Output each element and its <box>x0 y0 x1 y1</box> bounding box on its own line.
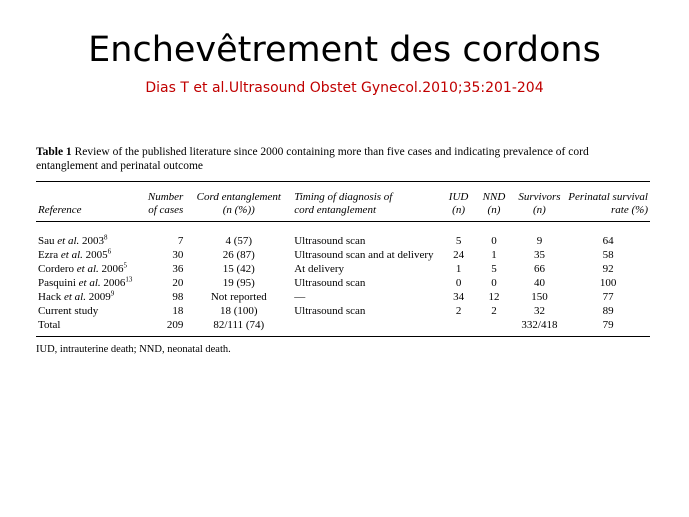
cell-reference: Current study <box>38 305 99 317</box>
cell-cases: 7 <box>177 235 184 247</box>
cell-entanglement: 15 (42) <box>222 263 255 275</box>
cell-iud: 1 <box>455 263 462 275</box>
cell-entanglement: 26 (87) <box>222 249 255 261</box>
cell-rate: 89 <box>602 305 614 317</box>
table-footnote: IUD, intrauterine death; NND, neonatal death. <box>36 344 231 355</box>
table-row <box>36 222 650 249</box>
cell-nnd: 0 <box>491 277 497 289</box>
cell-nnd: 0 <box>491 235 497 247</box>
header-iud: IUD (n) <box>442 182 475 222</box>
cell-entanglement: 4 (57) <box>225 235 253 247</box>
table-row <box>36 290 650 304</box>
cell-survivors: 40 <box>533 277 545 289</box>
cell-cases: 18 <box>172 305 184 317</box>
cell-cases: 36 <box>172 263 184 275</box>
cell-cases: 20 <box>172 277 184 289</box>
cell-reference: Total <box>38 319 61 331</box>
header-number-of-cases: Number of cases <box>142 182 186 222</box>
header-reference: Reference <box>36 182 142 222</box>
cell-survivors: 9 <box>536 235 543 247</box>
cell-reference: Ezra et al. 2005$^6$ <box>38 247 112 261</box>
cell-timing: At delivery <box>294 263 345 275</box>
table-row <box>36 248 650 262</box>
cell-iud: 24 <box>453 249 465 261</box>
cell-timing: Ultrasound scan and at delivery <box>294 249 434 261</box>
cell-nnd <box>475 318 512 337</box>
cell-rate: 100 <box>599 277 617 289</box>
cell-survivors: 66 <box>533 263 545 275</box>
cell-survivors: 35 <box>533 249 545 261</box>
table-row <box>36 262 650 276</box>
slide-title: Enchevêtrement des cordons <box>88 30 601 70</box>
cell-iud: 34 <box>453 291 465 303</box>
cell-entanglement: 19 (95) <box>222 277 255 289</box>
cell-timing: Ultrasound scan <box>294 305 366 317</box>
cell-rate: 79 <box>602 319 614 331</box>
table-row <box>36 304 650 318</box>
table-row-total <box>36 318 650 337</box>
cell-rate: 77 <box>602 291 614 303</box>
cell-entanglement: Not reported <box>210 291 267 303</box>
slide-subtitle: Dias T et al.Ultrasound Obstet Gynecol.2010;35:201-204 <box>145 80 544 96</box>
cell-timing: — <box>294 291 306 303</box>
cell-nnd: 5 <box>491 263 497 275</box>
cell-iud: 5 <box>455 235 462 247</box>
cell-reference: Pasquini et al. 2006$^{13}$ <box>38 275 133 289</box>
cell-reference: Cordero et al. 2006$^5$ <box>38 261 128 275</box>
table-caption-label: Table 1 <box>36 146 72 158</box>
cell-survivors: 332/418 <box>521 319 558 331</box>
cell-entanglement: 82/111 (74) <box>213 319 265 331</box>
table-caption <box>36 145 646 173</box>
header-perinatal-survival-rate: Perinatal survival rate (%) <box>566 182 650 222</box>
cell-timing <box>292 318 442 337</box>
cell-rate: 64 <box>602 235 614 247</box>
table-caption-text: Review of the published literature since 2000 containing more than five cases and indicating prevalence of cord entanglement and perinatal outcome <box>36 146 589 172</box>
cell-iud <box>442 318 475 337</box>
cell-nnd: 1 <box>491 249 497 261</box>
cell-reference: Sau et al. 2003$^8$ <box>38 233 108 247</box>
header-nnd: NND (n) <box>475 182 512 222</box>
cell-timing: Ultrasound scan <box>294 277 366 289</box>
cell-timing: Ultrasound scan <box>294 235 366 247</box>
literature-table <box>36 181 650 337</box>
cell-cases: 98 <box>172 291 184 303</box>
table-row <box>36 276 650 290</box>
cell-cases: 209 <box>166 319 184 331</box>
header-cord-entanglement: Cord entanglement (n (%)) <box>185 182 292 222</box>
header-survivors: Survivors (n) <box>513 182 567 222</box>
table-block <box>36 145 654 355</box>
cell-entanglement: 18 (100) <box>219 305 258 317</box>
cell-iud: 2 <box>455 305 462 317</box>
header-timing-of-diagnosis: Timing of diagnosis of cord entanglement <box>292 182 442 222</box>
cell-cases: 30 <box>172 249 184 261</box>
cell-survivors: 32 <box>533 305 545 317</box>
cell-nnd: 12 <box>488 291 500 303</box>
cell-nnd: 2 <box>491 305 497 317</box>
cell-survivors: 150 <box>531 291 548 303</box>
table-header-row <box>36 182 650 222</box>
cell-rate: 58 <box>602 249 614 261</box>
cell-rate: 92 <box>602 263 614 275</box>
cell-reference: Hack et al. 2009$^9$ <box>38 289 115 303</box>
cell-iud: 0 <box>455 277 462 289</box>
